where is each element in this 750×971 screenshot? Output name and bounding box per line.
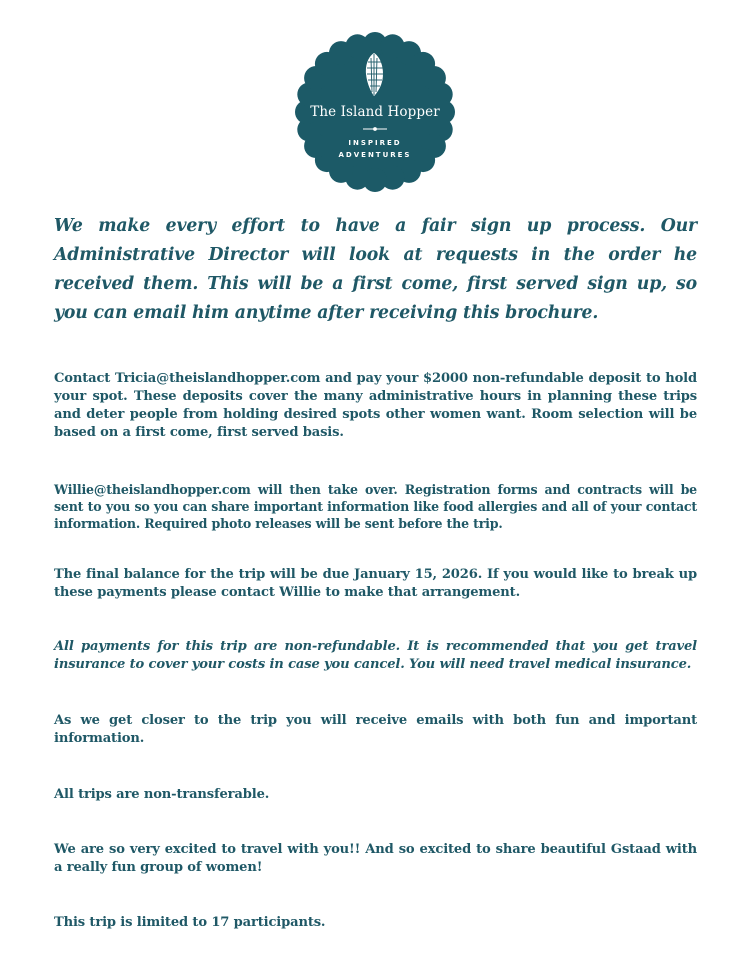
emails-paragraph: As we get closer to the trip you will receive emails with both fun and important information. [54, 713, 697, 746]
participant-limit-paragraph: This trip is limited to 17 participants. [54, 915, 326, 930]
excited-paragraph: We are so very excited to travel with you!! And so excited to share beautiful Gstaad with a really fun group of women! [54, 842, 697, 875]
deposit-paragraph: Contact Tricia@theislandhopper.com and pay your $2000 non-refundable deposit to hold your spot. These deposits cover the many administrative hours in planning these trips and deter people from holding desired spots other women want. Room selection will be based on a first come, first served basis. [54, 371, 697, 440]
non-refundable-paragraph: All payments for this trip are non-refundable. It is recommended that you get travel insurance to cover your costs in case you cancel. You will need travel medical insurance. [54, 639, 697, 672]
island-hopper-logo [295, 32, 455, 192]
logo-subtitle-line2: ADVENTURES [338, 151, 412, 159]
non-transferable-paragraph: All trips are non-transferable. [54, 787, 270, 802]
intro-paragraph: We make every effort to have a fair sign up process. Our Administrative Director will look at requests in the order he received them. This will be a first come, first served sign up, so you can email him anytime after receiving this brochure. [54, 216, 697, 323]
registration-paragraph: Willie@theislandhopper.com will then take over. Registration forms and contracts will be sent to you so you can share important information like food allergies and all of your contact information. Required photo releases will be sent before the trip. [54, 482, 697, 531]
final-balance-paragraph: The final balance for the trip will be due January 15, 2026. If you would like to break up these payments please contact Willie to make that arrangement. [54, 567, 697, 600]
logo-subtitle-line1: INSPIRED [348, 139, 402, 147]
logo-title: The Island Hopper [310, 104, 440, 120]
